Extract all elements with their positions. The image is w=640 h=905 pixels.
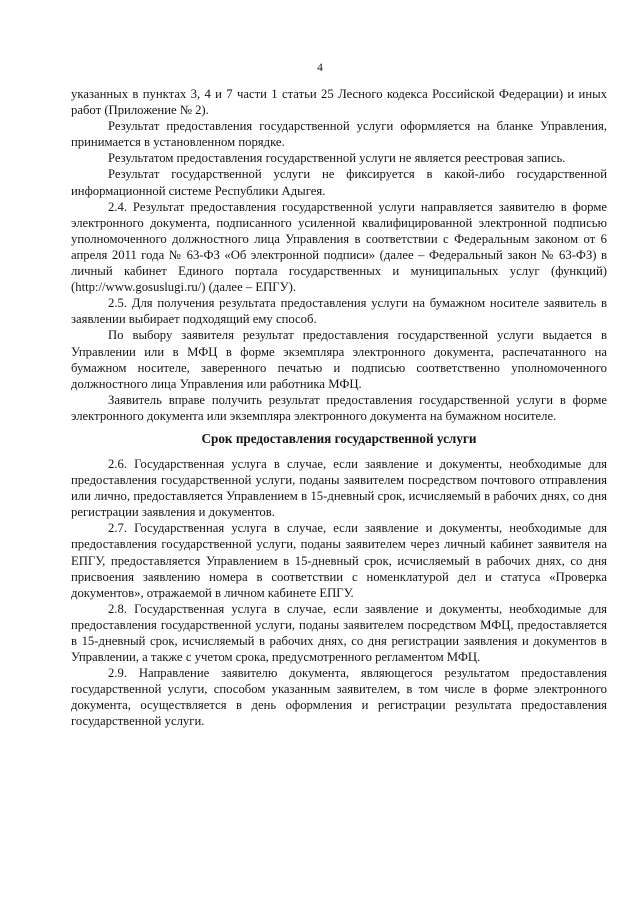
paragraph: 2.7. Государственная услуга в случае, если заявление и документы, необходимые для предоставления государственной услуги, поданы заявителем через личный кабинет заявителя на ЕПГУ, предоставляется Управлением в 15-дневный срок, исчисляемый в рабочих днях, со дня присвоения заявлению номера в соответствии с номенклатурой дел и статуса «Проверка документов», отражаемой в личном кабинете ЕПГУ.: [71, 521, 607, 600]
paragraphs-before: [71, 86, 607, 424]
paragraph: 2.4. Результат предоставления государственной услуги направляется заявителю в форме электронного документа, подписанного усиленной квалифицированной электронной подписью уполномоченного должностного лица Управления в соответствии с Федеральным законом от 6 апреля 2011 года № 63-ФЗ «Об электронной подписи» (далее – Федеральный закон № 63-ФЗ) в личный кабинет Единого портала государственных и муниципальных услуг (функций) (http://www.gosuslugi.ru/) (далее – ЕПГУ).: [71, 199, 607, 295]
section-heading: Срок предоставления государственной услуги: [201, 430, 477, 446]
paragraph: Заявитель вправе получить результат предоставления государственной услуги в форме электронного документа или экземпляра электронного документа на бумажном носителе.: [71, 392, 607, 423]
paragraph: 2.9. Направление заявителю документа, являющегося результатом предоставления государственной услуги, способом указанным заявителем, в том числе в форме электронного документа, осуществляется в день оформления и регистрации результата предоставления государственной услуги.: [71, 666, 607, 729]
paragraph: указанных в пунктах 3, 4 и 7 части 1 статьи 25 Лесного кодекса Российской Федерации) и иных работ (Приложение № 2).: [71, 87, 607, 118]
paragraph: Результатом предоставления государственной услуги не является реестровая запись.: [108, 151, 566, 166]
document-body: [71, 86, 607, 730]
paragraph: 2.5. Для получения результата предоставления услуги на бумажном носителе заявитель в заявлении выбирает подходящий ему способ.: [71, 296, 607, 327]
paragraph: По выбору заявителя результат предоставления государственной услуги выдается в Управлении или в МФЦ в форме экземпляра электронного документа, распечатанного на бумажном носителе, заверенного печатью и подписью соответственно уполномоченного должностного лица Управления или работника МФЦ.: [71, 328, 607, 391]
paragraph: 2.8. Государственная услуга в случае, если заявление и документы, необходимые для предоставления государственной услуги, поданы заявителем посредством МФЦ, предоставляется в 15-дневный срок, исчисляемый в рабочих днях, со дня регистрации заявления и документов в Управлении, а также с учетом срока, предусмотренного регламентом МФЦ.: [71, 601, 607, 665]
paragraph: Результат предоставления государственной услуги оформляется на бланке Управления, принимается в установленном порядке.: [71, 119, 607, 150]
paragraph: 2.6. Государственная услуга в случае, если заявление и документы, необходимые для предоставления государственной услуги, поданы заявителем посредством почтового отправления или лично, предоставляется Управлением в 15-дневный срок, исчисляемый в рабочих днях, со дня регистрации заявления и документов.: [71, 456, 607, 520]
paragraph: Результат государственной услуги не фиксируется в какой-либо государственной информационной системе Республики Адыгея.: [71, 167, 607, 198]
paragraphs-after: [71, 456, 607, 730]
page-number: 4: [317, 62, 323, 74]
